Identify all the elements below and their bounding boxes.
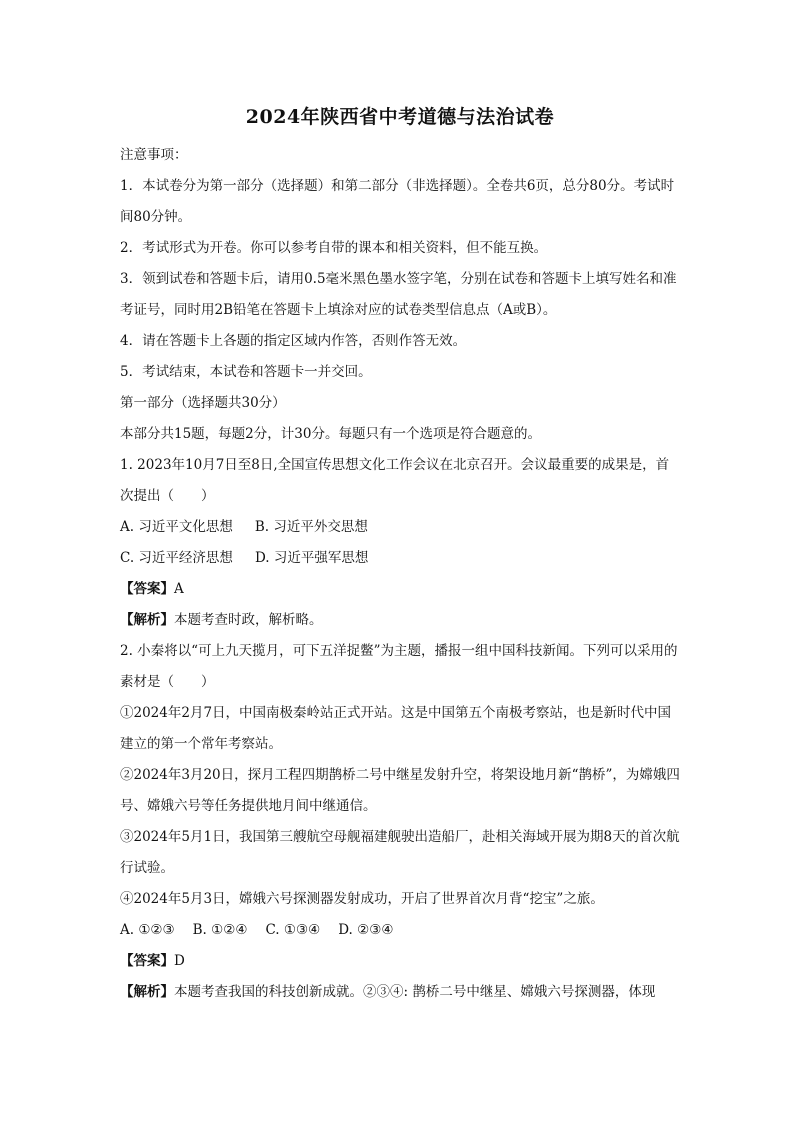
answer-value: D [174, 953, 185, 969]
option-d: D. 习近平强军思想 [254, 550, 369, 566]
notes-heading: 注意事项： [120, 147, 188, 163]
question-2-answer [120, 946, 680, 977]
question-2-analysis [120, 977, 680, 1008]
option-c: C. 习近平经济思想 [120, 550, 233, 566]
note-item: 1．本试卷分为第一部分（选择题）和第二部分（非选择题）。全卷共6页，总分80分。考试时间80分钟。 [120, 178, 675, 225]
question-2-item: ①2024年2月7日，中国南极秦岭站正式开站。这是中国第五个南极考察站，也是新时代中国建立的第一个常年考察站。 [120, 705, 672, 752]
question-2-item: ③2024年5月1日，我国第三艘航空母舰福建舰驶出造船厂，赴相关海域开展为期8天的首次航行试验。 [120, 829, 680, 876]
analysis-tag: 【解析】 [120, 984, 174, 1000]
question-2-options [120, 915, 680, 946]
question-2-item: ④2024年5月3日，嫦娥六号探测器发射成功，开启了世界首次月背“挖宝”之旅。 [120, 891, 604, 907]
part1-instruction: 本部分共15题，每题2分，计30分。每题只有一个选项是符合题意的。 [120, 426, 541, 442]
option-b: B. ①②④ [192, 922, 248, 938]
question-1-stem: 1. 2023年10月7日至8日,全国宣传思想文化工作会议在北京召开。会议最重要的成果是，首次提出（ ） [120, 457, 670, 504]
note-item: 3．领到试卷和答题卡后，请用0.5毫米黑色墨水签字笔，分别在试卷和答题卡上填写姓名和准考证号，同时用2B铅笔在答题卡上填涂对应的试卷类型信息点（A或B）。 [120, 271, 677, 318]
note-item: 4．请在答题卡上各题的指定区域内作答，否则作答无效。 [120, 333, 467, 349]
option-b: B. 习近平外交思想 [254, 519, 368, 535]
option-d: D. ②③④ [338, 922, 394, 938]
answer-tag: 【答案】 [120, 953, 174, 969]
question-2-stem: 2. 小秦将以“可上九天揽月，可下五洋捉鳖”为主题，播报一组中国科技新闻。下列可以采用的素材是（ ） [120, 643, 678, 690]
question-1-answer [120, 574, 680, 605]
analysis-text: 本题考查时政，解析略。 [174, 612, 323, 628]
answer-tag: 【答案】 [120, 581, 174, 597]
answer-value: A [174, 581, 184, 597]
analysis-text: 本题考查我国的科技创新成就。②③④: 鹊桥二号中继星、嫦娥六号探测器，体现 [174, 984, 656, 1000]
question-2-item: ②2024年3月20日，探月工程四期鹊桥二号中继星发射升空，将架设地月新“鹊桥”，为嫦娥四号、嫦娥六号等任务提供地月间中继通信。 [120, 767, 680, 814]
option-a: A. 习近平文化思想 [120, 519, 233, 535]
question-1-options-cd [120, 543, 680, 574]
note-item: 2．考试形式为开卷。你可以参考自带的课本和相关资料，但不能互换。 [120, 240, 548, 256]
question-1-options-ab [120, 512, 680, 543]
exam-page [120, 100, 680, 1008]
analysis-tag: 【解析】 [120, 612, 174, 628]
note-item: 5．考试结束，本试卷和答题卡一并交回。 [120, 364, 372, 380]
part1-heading: 第一部分（选择题共30分） [120, 395, 286, 411]
page-title: 2024年陕西省中考道德与法治试卷 [245, 106, 555, 128]
option-c: C. ①③④ [265, 922, 321, 938]
question-1-analysis [120, 605, 680, 636]
option-a: A. ①②③ [120, 922, 175, 938]
